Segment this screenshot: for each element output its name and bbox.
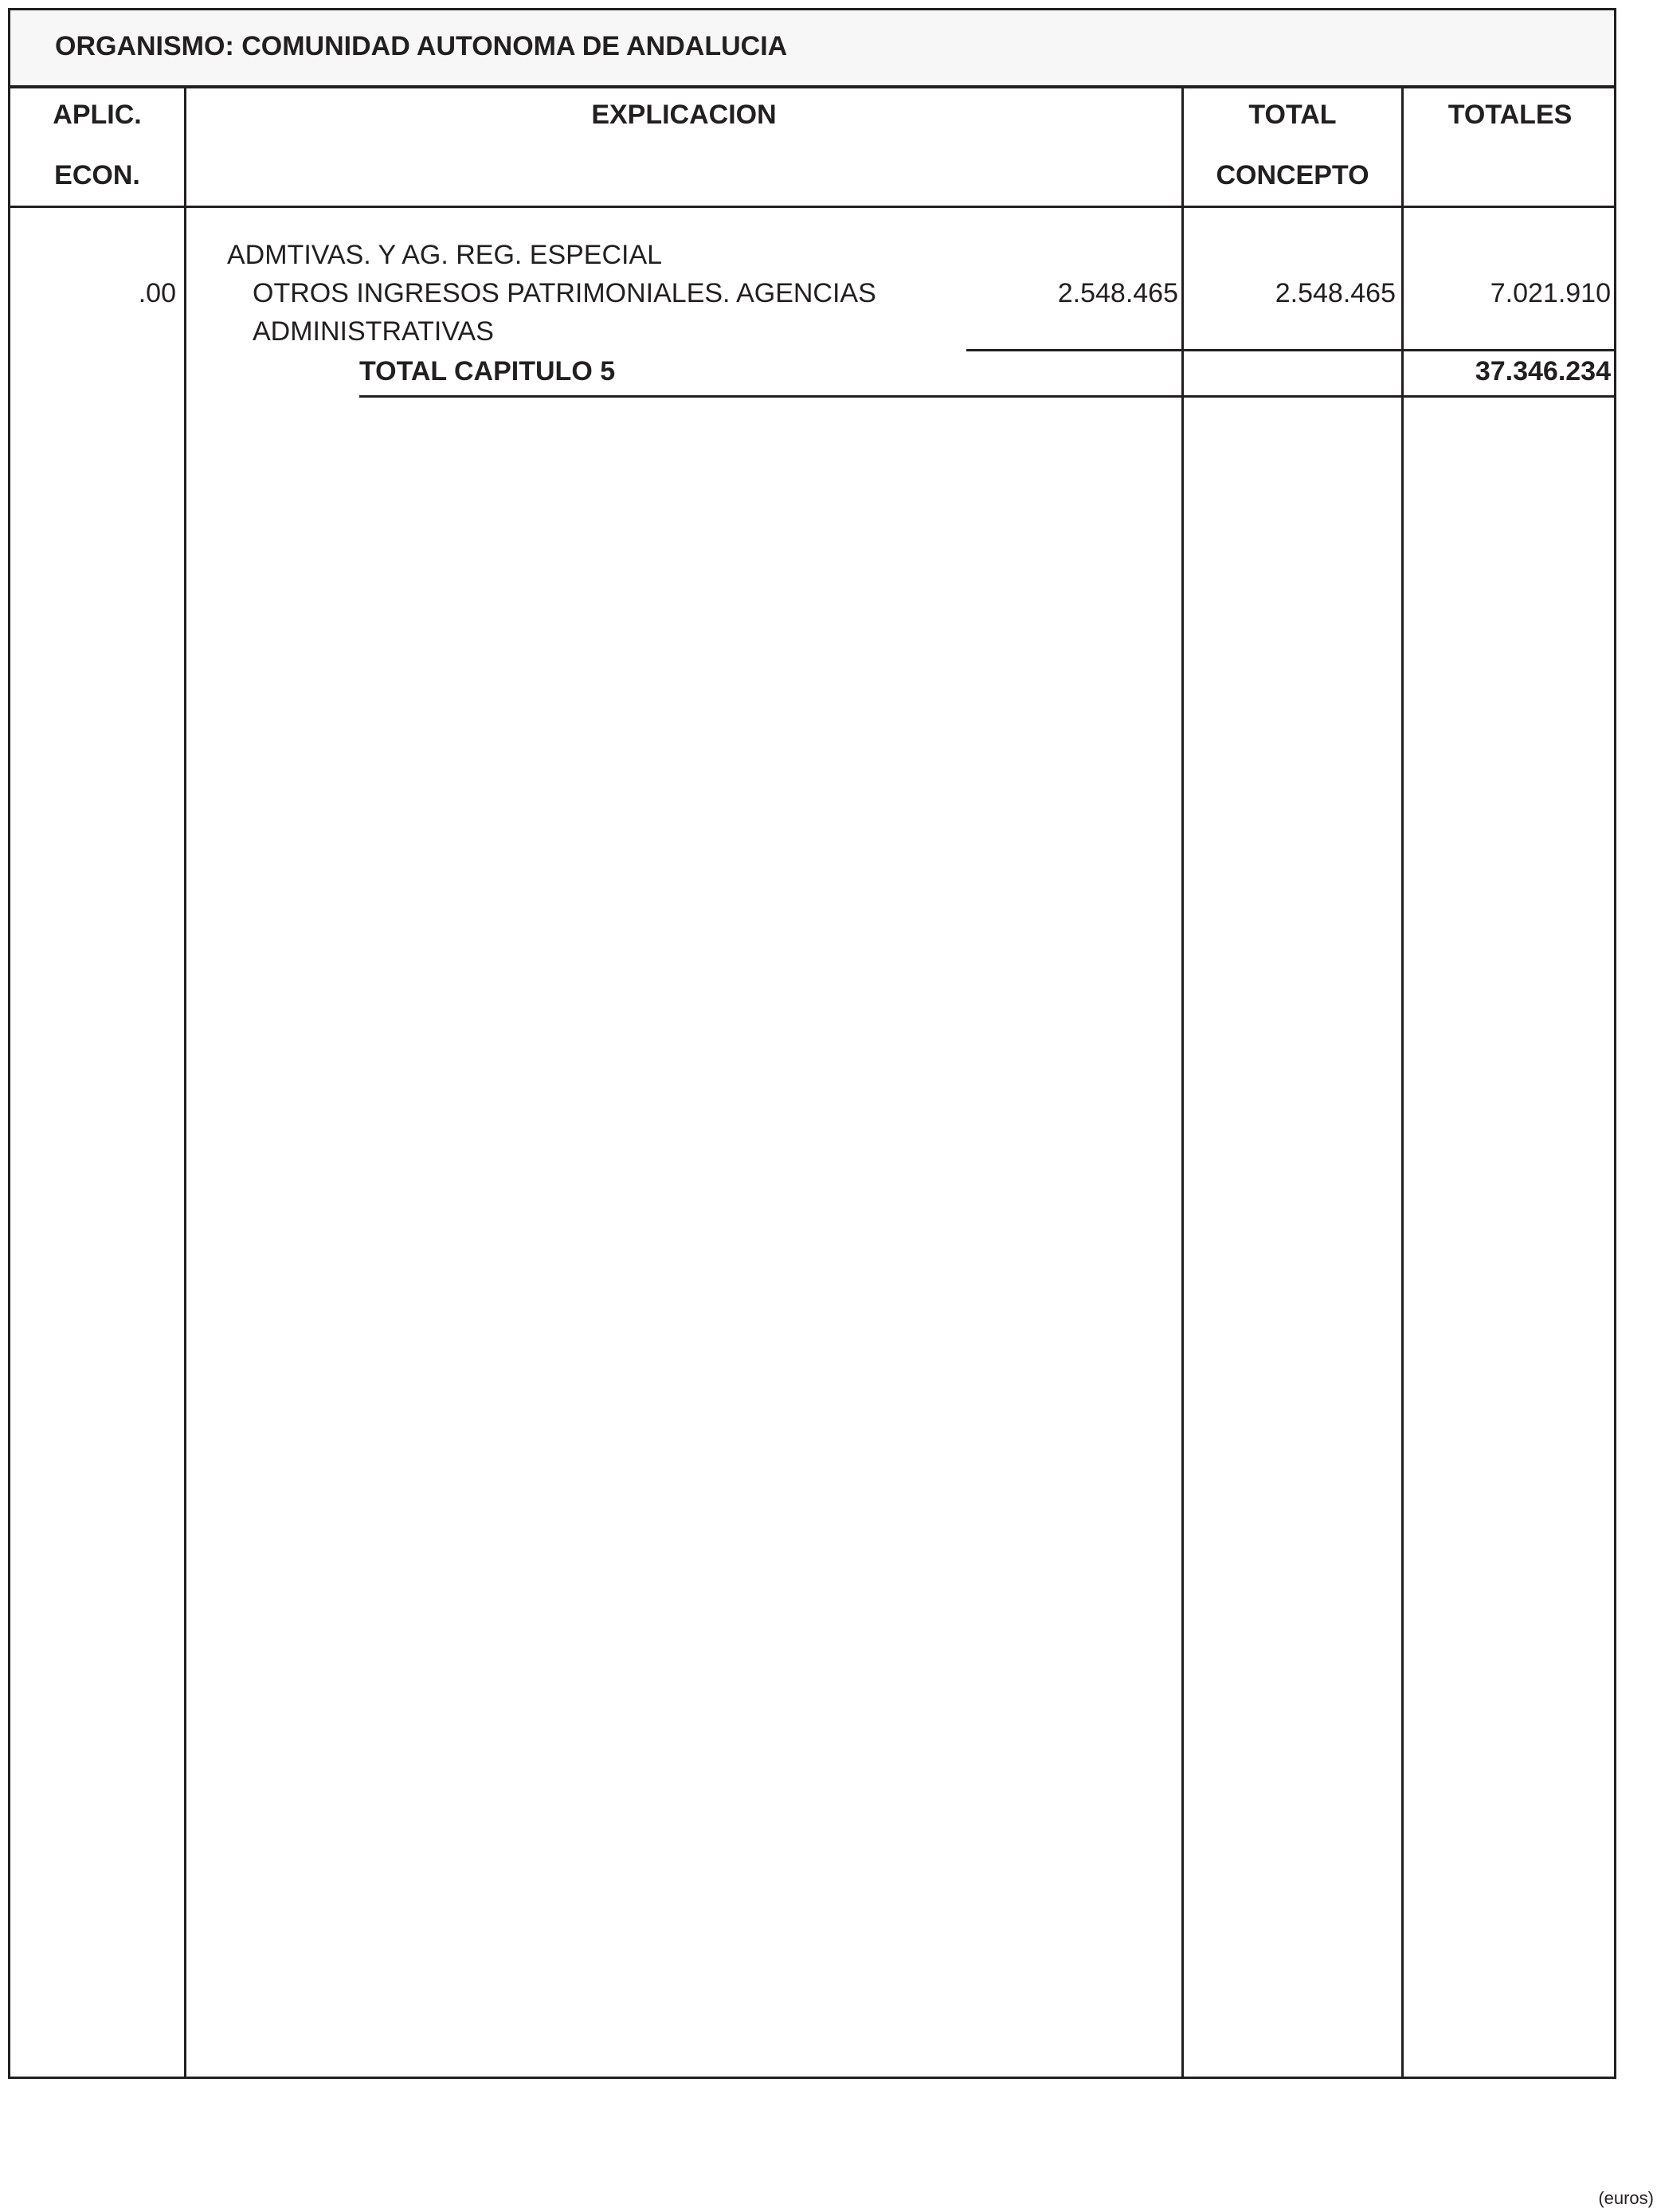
- header-bottom-rule: [10, 206, 1616, 208]
- units-note: (euros): [1598, 2188, 1654, 2208]
- item-description-line1: OTROS INGRESOS PATRIMONIALES. AGENCIAS: [253, 278, 876, 308]
- organismo-header: [10, 10, 1614, 88]
- column-header-total: TOTAL: [1248, 100, 1337, 130]
- organismo-label: ORGANISMO: COMUNIDAD AUTONOMA DE ANDALUCIA: [55, 31, 788, 61]
- budget-table: [8, 8, 1616, 2079]
- column-header-econ: ECON.: [54, 160, 140, 190]
- item-description-line2: ADMINISTRATIVAS: [253, 316, 494, 347]
- chapter-total-rule: [359, 395, 1616, 398]
- item-totales: 7.021.910: [1490, 278, 1611, 308]
- chapter-total-value: 37.346.234: [1475, 356, 1611, 386]
- section-heading: ADMTIVAS. Y AG. REG. ESPECIAL: [227, 240, 663, 270]
- item-total-concepto: 2.548.465: [1275, 278, 1396, 308]
- column-divider-explicacion: [1181, 88, 1184, 2077]
- column-header-totales: TOTALES: [1447, 100, 1573, 130]
- item-amount: 2.548.465: [1057, 278, 1178, 308]
- column-header-concepto: CONCEPTO: [1216, 160, 1369, 190]
- column-header-aplic: APLIC.: [53, 100, 142, 130]
- item-code: .00: [138, 278, 176, 308]
- column-divider-aplic: [184, 88, 186, 2077]
- chapter-total-label: TOTAL CAPITULO 5: [359, 356, 616, 386]
- item-subtotal-rule: [966, 349, 1616, 351]
- column-header-explicacion: EXPLICACION: [591, 100, 777, 130]
